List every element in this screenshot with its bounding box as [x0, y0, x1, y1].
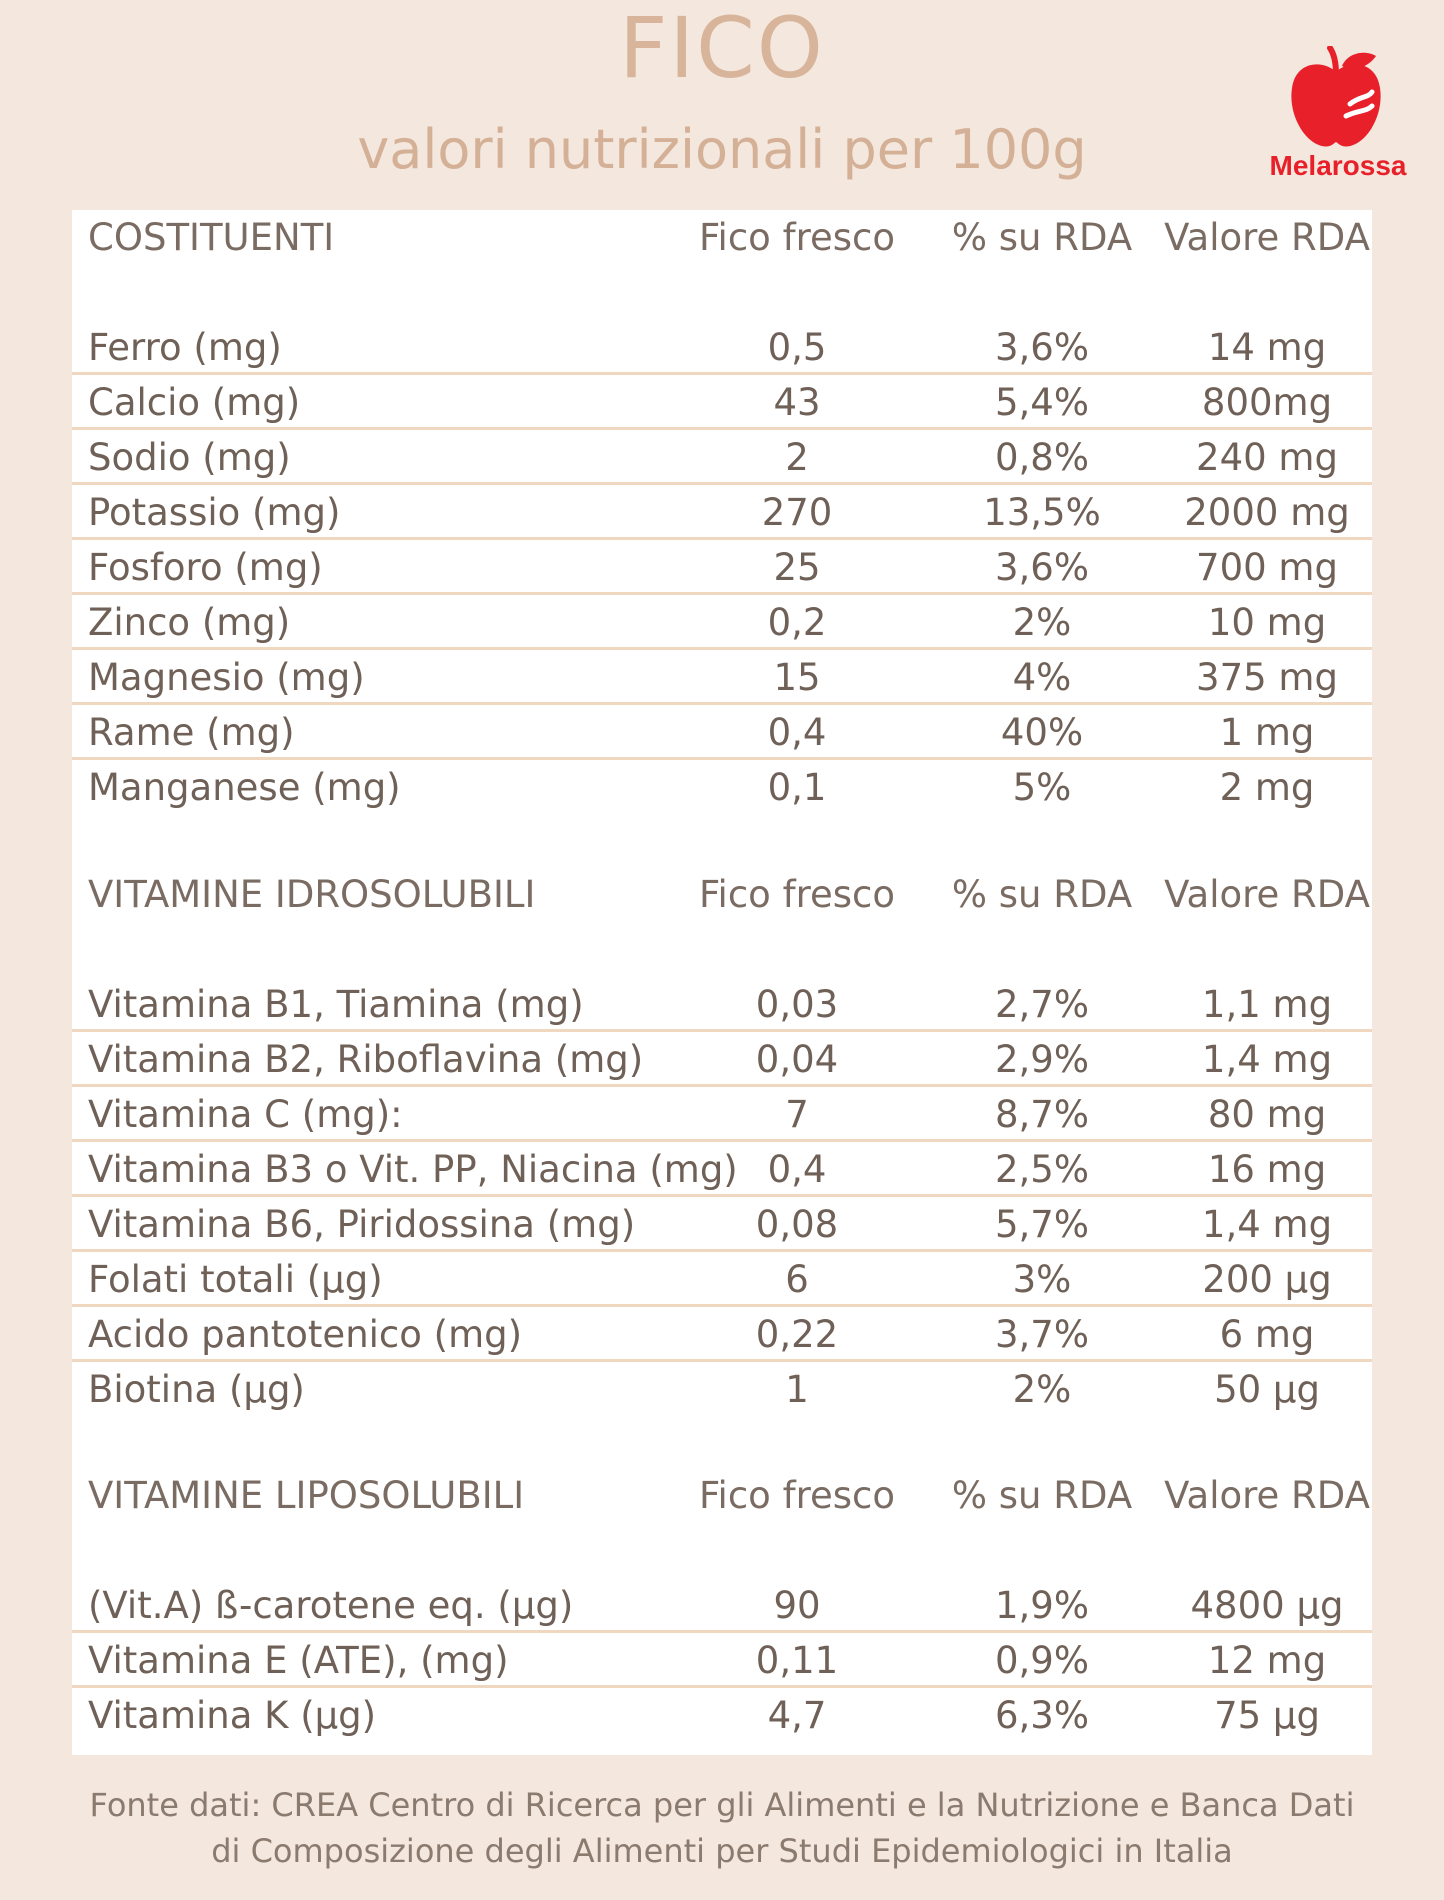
section-header-idrosolubili: [72, 867, 1372, 922]
nutrient-value: 2: [785, 436, 809, 479]
table-row: [72, 320, 1372, 375]
column-header-value: Fico fresco: [698, 216, 896, 259]
nutrient-name: Vitamina B6, Piridossina (mg): [88, 1203, 636, 1246]
nutrient-pct: 2,9%: [995, 1038, 1089, 1081]
nutrient-rda: 12 mg: [1207, 1639, 1327, 1682]
nutrient-value: 0,08: [755, 1203, 839, 1246]
nutrient-rda: 700 mg: [1196, 546, 1338, 589]
nutrient-pct: 5,7%: [995, 1203, 1089, 1246]
nutrient-value: 0,2: [767, 601, 827, 644]
source-line-1: Fonte dati: CREA Centro di Ricerca per gli Alimenti e la Nutrizione e Banca Dati: [89, 1786, 1355, 1824]
nutrient-rda: 50 µg: [1214, 1368, 1320, 1411]
nutrient-rda: 6 mg: [1219, 1313, 1315, 1356]
nutrient-value: 270: [761, 491, 833, 534]
table-row: [72, 430, 1372, 485]
nutrient-rda: 14 mg: [1207, 326, 1327, 369]
nutrient-name: Vitamina C (mg):: [88, 1093, 403, 1136]
nutrient-rda: 200 µg: [1202, 1258, 1332, 1301]
nutrient-rda: 1 mg: [1219, 711, 1315, 754]
nutrient-rda: 240 mg: [1196, 436, 1338, 479]
nutrient-pct: 2%: [1012, 601, 1072, 644]
nutrient-name: Fosforo (mg): [88, 546, 323, 589]
nutrient-rda: 16 mg: [1207, 1148, 1327, 1191]
nutrient-name: Magnesio (mg): [88, 656, 365, 699]
nutrient-rda: 1,4 mg: [1201, 1038, 1333, 1081]
table-row: [72, 977, 1372, 1032]
table-row: [72, 1197, 1372, 1252]
nutrient-pct: 3,7%: [995, 1313, 1089, 1356]
nutrient-pct: 3,6%: [995, 326, 1089, 369]
nutrient-name: Vitamina B1, Tiamina (mg): [88, 983, 584, 1026]
nutrient-value: 0,04: [755, 1038, 839, 1081]
brand-name: Melarossa: [1269, 150, 1407, 181]
nutrient-value: 4,7: [767, 1694, 827, 1737]
nutrient-name: Potassio (mg): [88, 491, 341, 534]
table-row: [72, 540, 1372, 595]
nutrient-name: Vitamina B3 o Vit. PP, Niacina (mg): [88, 1148, 738, 1191]
table-row: [72, 375, 1372, 430]
nutrient-pct: 0,8%: [995, 436, 1089, 479]
nutrient-name: Biotina (µg): [88, 1368, 305, 1411]
nutrient-name: Manganese (mg): [88, 766, 401, 809]
section-title: VITAMINE IDROSOLUBILI: [88, 873, 536, 916]
column-header-pct: % su RDA: [951, 1474, 1133, 1517]
nutrient-value: 1: [785, 1368, 809, 1411]
nutrient-pct: 5,4%: [995, 381, 1089, 424]
nutrient-name: Acido pantotenico (mg): [88, 1313, 523, 1356]
table-row: [72, 760, 1372, 815]
nutrient-value: 43: [773, 381, 821, 424]
table-row: [72, 1307, 1372, 1362]
section-title: COSTITUENTI: [88, 216, 335, 259]
nutrient-pct: 2%: [1012, 1368, 1072, 1411]
page-subtitle: valori nutrizionali per 100g: [357, 118, 1087, 181]
section-title: VITAMINE LIPOSOLUBILI: [88, 1474, 525, 1517]
nutrient-pct: 1,9%: [995, 1584, 1089, 1627]
nutrient-value: 15: [773, 656, 821, 699]
nutrient-rda: 2000 mg: [1184, 491, 1350, 534]
nutrient-pct: 13,5%: [983, 491, 1101, 534]
nutrient-pct: 0,9%: [995, 1639, 1089, 1682]
table-row: [72, 595, 1372, 650]
table-row: [72, 1578, 1372, 1633]
nutrient-pct: 8,7%: [995, 1093, 1089, 1136]
nutrient-name: Calcio (mg): [88, 381, 301, 424]
table-row: [72, 1688, 1372, 1743]
section-header-liposolubili: [72, 1468, 1372, 1523]
column-header-value: Fico fresco: [698, 1474, 896, 1517]
table-row: [72, 650, 1372, 705]
nutrient-value: 0,4: [767, 711, 827, 754]
nutrient-value: 0,03: [755, 983, 839, 1026]
source-line-2: di Composizione degli Alimenti per Studi Epidemiologici in Italia: [211, 1832, 1233, 1870]
nutrient-rda: 800mg: [1201, 381, 1333, 424]
nutrient-name: (Vit.A) ß-carotene eq. (µg): [88, 1584, 574, 1627]
nutrient-name: Sodio (mg): [88, 436, 291, 479]
nutrient-name: Zinco (mg): [88, 601, 291, 644]
nutrient-rda: 4800 µg: [1190, 1584, 1344, 1627]
nutrient-pct: 40%: [1000, 711, 1084, 754]
column-header-pct: % su RDA: [951, 873, 1133, 916]
nutrient-name: Rame (mg): [88, 711, 295, 754]
nutrient-name: Folati totali (µg): [88, 1258, 383, 1301]
nutrient-rda: 2 mg: [1219, 766, 1315, 809]
table-row: [72, 485, 1372, 540]
nutrient-value: 0,1: [767, 766, 827, 809]
nutrient-value: 6: [785, 1258, 809, 1301]
nutrient-value: 0,5: [767, 326, 827, 369]
nutrient-rda: 1,4 mg: [1201, 1203, 1333, 1246]
table-row: [72, 1142, 1372, 1197]
nutrient-value: 25: [773, 546, 821, 589]
column-header-rda: Valore RDA: [1164, 1474, 1370, 1517]
nutrient-pct: 3%: [1012, 1258, 1072, 1301]
nutrient-value: 7: [785, 1093, 809, 1136]
source-footer: [0, 1782, 1444, 1874]
section-header-costituenti: [72, 210, 1372, 265]
nutrient-name: Vitamina K (µg): [88, 1694, 377, 1737]
table-row: [72, 1252, 1372, 1307]
nutrient-rda: 75 µg: [1214, 1694, 1320, 1737]
column-header-value: Fico fresco: [698, 873, 896, 916]
table-row: [72, 1087, 1372, 1142]
nutrient-pct: 6,3%: [995, 1694, 1089, 1737]
table-row: [72, 1032, 1372, 1087]
table-row: [72, 1362, 1372, 1417]
nutrient-value: 0,11: [755, 1639, 839, 1682]
nutrient-name: Vitamina B2, Riboflavina (mg): [88, 1038, 644, 1081]
column-header-pct: % su RDA: [951, 216, 1133, 259]
nutrient-rda: 1,1 mg: [1201, 983, 1333, 1026]
nutrient-pct: 5%: [1012, 766, 1072, 809]
table-row: [72, 1633, 1372, 1688]
brand-logo: [1258, 46, 1418, 186]
nutrient-name: Vitamina E (ATE), (mg): [88, 1639, 509, 1682]
apple-icon: [1286, 46, 1386, 150]
nutrition-table: [72, 210, 1372, 1755]
column-header-rda: Valore RDA: [1164, 873, 1370, 916]
nutrient-rda: 80 mg: [1207, 1093, 1327, 1136]
nutrient-pct: 2,7%: [995, 983, 1089, 1026]
nutrient-value: 90: [773, 1584, 821, 1627]
column-header-rda: Valore RDA: [1164, 216, 1370, 259]
nutrient-pct: 2,5%: [995, 1148, 1089, 1191]
nutrient-value: 0,4: [767, 1148, 827, 1191]
nutrient-name: Ferro (mg): [88, 326, 282, 369]
table-row: [72, 705, 1372, 760]
nutrient-pct: 3,6%: [995, 546, 1089, 589]
page-title: FICO: [619, 0, 825, 97]
nutrient-rda: 375 mg: [1196, 656, 1338, 699]
nutrient-value: 0,22: [755, 1313, 839, 1356]
nutrient-rda: 10 mg: [1207, 601, 1327, 644]
nutrient-pct: 4%: [1012, 656, 1072, 699]
